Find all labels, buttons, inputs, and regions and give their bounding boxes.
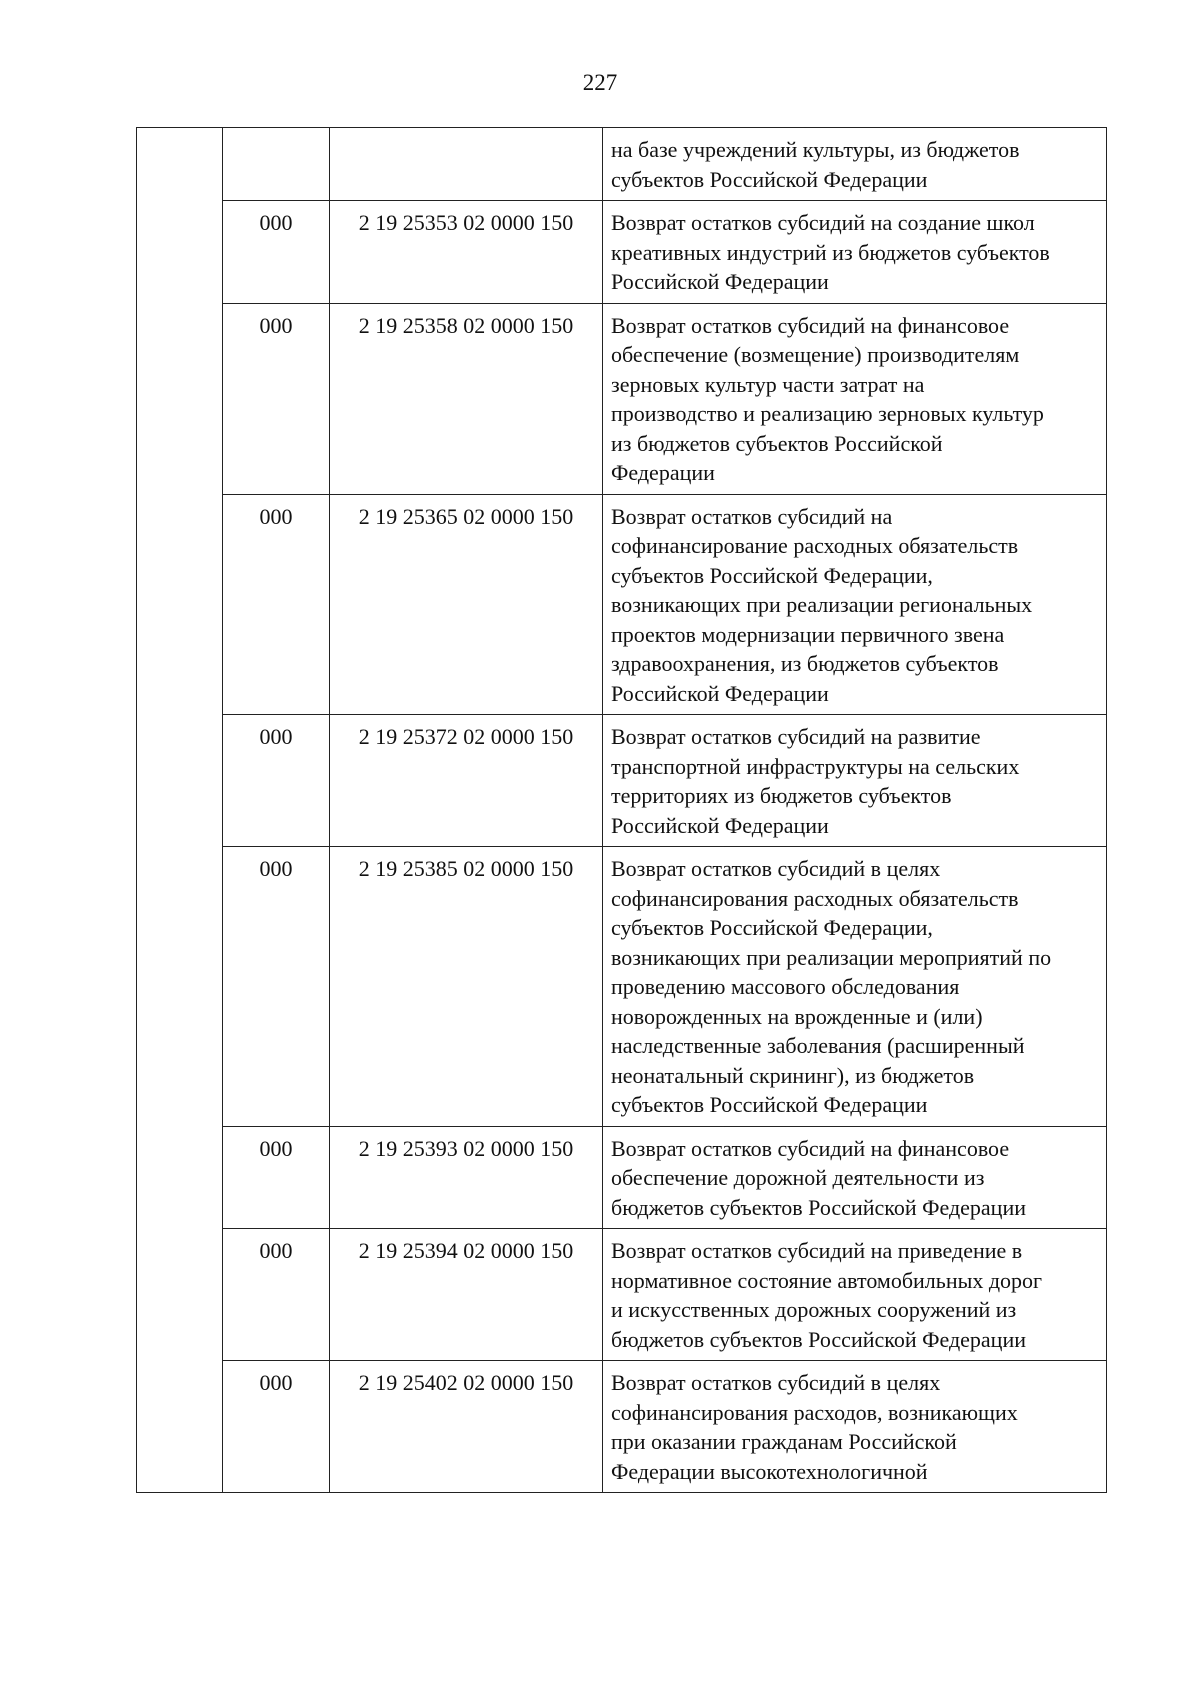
admin-code-cell: 000 — [223, 1126, 330, 1229]
description-line: субъектов Российской Федерации, — [611, 915, 933, 940]
table-row — [137, 494, 1107, 715]
description-line: креативных индустрий из бюджетов субъектов — [611, 239, 1050, 265]
description-line: здравоохранения, из бюджетов субъектов — [611, 651, 999, 676]
table-body — [137, 128, 1107, 1493]
description-line: бюджетов субъектов Российской Федерации — [611, 1326, 1026, 1352]
budget-code-cell: 2 19 25394 02 0000 150 — [330, 1229, 603, 1361]
description-line: субъектов Российской Федерации — [611, 166, 928, 192]
description-line: новорожденных на врожденные и (или) — [611, 1003, 983, 1029]
description-line: наследственные заболевания (расширенный — [611, 1033, 1025, 1058]
description-line: софинансирование расходных обязательств — [611, 533, 1019, 558]
budget-code-cell: 2 19 25393 02 0000 150 — [330, 1126, 603, 1229]
table-row — [137, 847, 1107, 1127]
table-row — [137, 1361, 1107, 1493]
description-line: зерновых культур части затрат на — [611, 371, 925, 397]
description-line: на базе учреждений культуры, из бюджетов — [611, 137, 1020, 162]
description-cell — [603, 128, 1107, 201]
description-line: Возврат остатков субсидий на — [611, 503, 893, 529]
description-line: производство и реализацию зерновых культур — [611, 401, 1044, 426]
description-line: неонатальный скрининг), из бюджетов — [611, 1062, 975, 1088]
description-cell — [603, 1229, 1107, 1361]
table-row — [137, 715, 1107, 847]
description-cell — [603, 715, 1107, 847]
admin-code-cell: 000 — [223, 303, 330, 494]
table-row — [137, 303, 1107, 494]
admin-code-cell: 000 — [223, 715, 330, 847]
budget-code-cell: 2 19 25385 02 0000 150 — [330, 847, 603, 1127]
description-line: субъектов Российской Федерации, — [611, 562, 933, 588]
description-line: Федерации высокотехнологичной — [611, 1458, 928, 1484]
table-row — [137, 1126, 1107, 1229]
empty-left-column — [137, 128, 223, 1493]
budget-code-cell: 2 19 25358 02 0000 150 — [330, 303, 603, 494]
description-cell — [603, 303, 1107, 494]
description-line: Возврат остатков субсидий на финансовое — [611, 1135, 1010, 1161]
admin-code-cell: 000 — [223, 201, 330, 304]
description-line: Возврат остатков субсидий на создание школ — [611, 210, 1035, 235]
description-line: проведению массового обследования — [611, 974, 960, 999]
admin-code-cell: 000 — [223, 494, 330, 715]
description-line: Возврат остатков субсидий на развитие — [611, 724, 981, 749]
budget-code-cell: 2 19 25402 02 0000 150 — [330, 1361, 603, 1493]
description-cell — [603, 1361, 1107, 1493]
description-line: Возврат остатков субсидий на финансовое — [611, 312, 1010, 338]
description-line: возникающих при реализации мероприятий по — [611, 944, 1052, 970]
description-cell — [603, 1126, 1107, 1229]
description-line: софинансирования расходных обязательств — [611, 885, 1019, 911]
admin-code-cell: 000 — [223, 1229, 330, 1361]
admin-code-cell — [223, 128, 330, 201]
description-line: Федерации — [611, 460, 715, 485]
description-line: обеспечение дорожной деятельности из — [611, 1165, 985, 1190]
description-line: субъектов Российской Федерации — [611, 1092, 928, 1117]
budget-code-cell: 2 19 25365 02 0000 150 — [330, 494, 603, 715]
description-line: бюджетов субъектов Российской Федерации — [611, 1194, 1026, 1220]
description-line: обеспечение (возмещение) производителям — [611, 342, 1020, 367]
description-line: транспортной инфраструктуры на сельских — [611, 753, 1020, 779]
description-line: софинансирования расходов, возникающих — [611, 1399, 1018, 1425]
description-cell — [603, 494, 1107, 715]
description-line: территориях из бюджетов субъектов — [611, 783, 952, 808]
description-line: Возврат остатков субсидий на приведение в — [611, 1238, 1023, 1263]
description-line: проектов модернизации первичного звена — [611, 621, 1005, 647]
description-line: Российской Федерации — [611, 812, 829, 838]
description-cell — [603, 201, 1107, 304]
description-line: возникающих при реализации региональных — [611, 592, 1033, 617]
table-row — [137, 201, 1107, 304]
table-row — [137, 1229, 1107, 1361]
description-line: и искусственных дорожных сооружений из — [611, 1297, 1017, 1322]
description-line: при оказании гражданам Российской — [611, 1429, 957, 1454]
description-line: Российской Федерации — [611, 680, 829, 706]
page-number: 227 — [582, 70, 618, 95]
budget-code-cell: 2 19 25353 02 0000 150 — [330, 201, 603, 304]
description-line: Возврат остатков субсидий в целях — [611, 1370, 941, 1395]
budget-code-table — [136, 127, 1107, 1493]
description-cell — [603, 847, 1107, 1127]
description-line: из бюджетов субъектов Российской — [611, 430, 943, 456]
budget-code-cell: 2 19 25372 02 0000 150 — [330, 715, 603, 847]
description-line: Российской Федерации — [611, 269, 829, 294]
budget-code-cell — [330, 128, 603, 201]
table-row — [137, 128, 1107, 201]
admin-code-cell: 000 — [223, 847, 330, 1127]
description-line: Возврат остатков субсидий в целях — [611, 856, 941, 881]
admin-code-cell: 000 — [223, 1361, 330, 1493]
description-line: нормативное состояние автомобильных дорог — [611, 1267, 1043, 1293]
